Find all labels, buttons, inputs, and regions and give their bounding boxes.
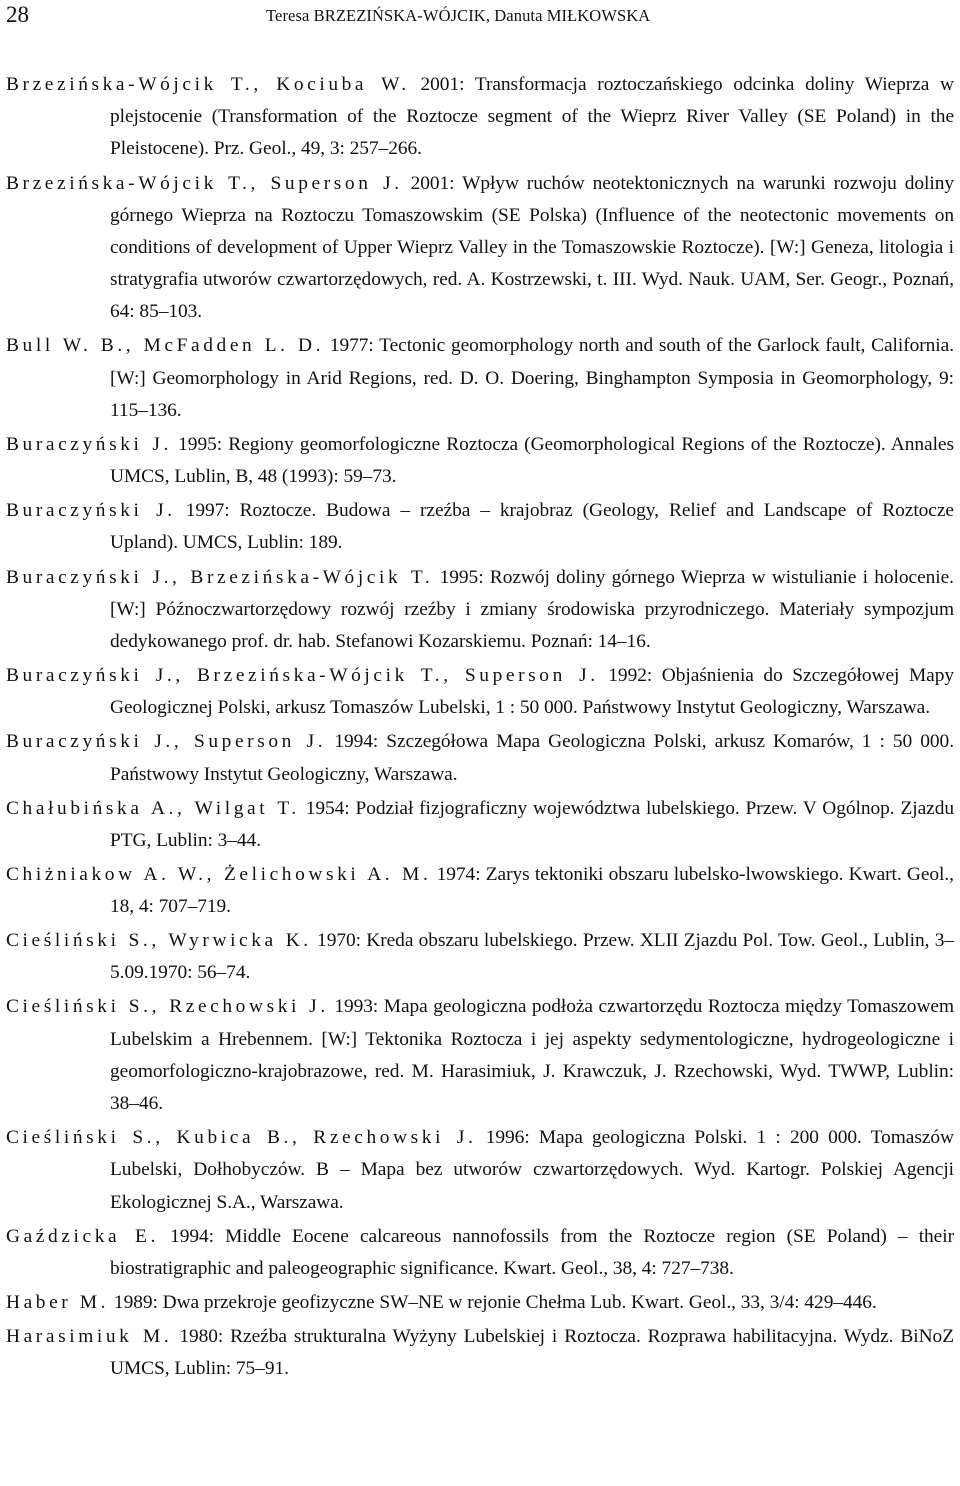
reference-text: 1993: Mapa geologiczna podłoża czwartorzędu Roztocza między Tomaszowem Lubelskim a Hrebennem. [W:] Tektonika Roztocza i jej aspekty sedymentologiczne, hydrogeologiczne i geomorfologiczno-krajobrazowe, red. M. Harasimiuk, J. Krawczuk, J. Rzechowski, Wyd. TWWP, Lublin: 38–46. xyxy=(110,996,954,1115)
reference-authors: Cieśliński S., Rzechowski J. xyxy=(6,996,329,1018)
reference-authors: Gaździcka E. xyxy=(6,1225,159,1247)
reference-entry xyxy=(6,168,954,329)
reference-entry xyxy=(6,330,954,427)
reference-authors: Harasimiuk M. xyxy=(6,1326,173,1348)
reference-list xyxy=(6,69,954,1387)
page-header xyxy=(6,0,956,40)
reference-authors: Cieśliński S., Kubica B., Rzechowski J. xyxy=(6,1127,477,1149)
reference-authors: Brzezińska-Wójcik T., Superson J. xyxy=(6,172,403,194)
reference-text: 1989: Dwa przekroje geofizyczne SW–NE w rejonie Chełma Lub. Kwart. Geol., 33, 3/4: 429–446. xyxy=(113,1291,877,1313)
reference-authors: Chiżniakow A. W., Żelichowski A. M. xyxy=(6,863,432,885)
reference-text: 2001: Transformacja roztoczańskiego odcinka doliny Wieprza w plejstocenie (Transformation of the Roztocze segment of the Wieprz River Valley (SE Poland) in the Pleistocene). Prz. Geol., 49, 3: 257–266. xyxy=(110,74,954,160)
reference-authors: Buraczyński J. xyxy=(6,433,172,455)
reference-text: 1995: Rozwój doliny górnego Wieprza w wistulianie i holocenie. [W:] Późnoczwartorzędowy rozwój rzeźby i zmiany środowiska przyrodniczego. Materiały sympozjum dedykowanego prof. dr. hab. Stefanowi Kozarskiemu. Poznań: 14–16. xyxy=(110,566,954,652)
reference-entry xyxy=(6,495,954,559)
reference-entry xyxy=(6,660,954,724)
reference-authors: Brzezińska-Wójcik T., Kociuba W. xyxy=(6,74,410,95)
reference-entry xyxy=(6,925,954,989)
reference-authors: Buraczyński J., Brzezińska-Wójcik T., Superson J. xyxy=(6,665,599,686)
reference-authors: Cieśliński S., Wyrwicka K. xyxy=(6,930,312,952)
reference-text: 2001: Wpływ ruchów neotektonicznych na warunki rozwoju doliny górnego Wieprza na Roztoczu Tomaszowskim (SE Polska) (Influence of the neotectonic movements on conditions of development of Upper Wieprz Valley in the Tomaszowskie Roztocze). [W:] Geneza, litologia i stratygrafia utworów czwartorzędowych, red. A. Kostrzewski, t. III. Wyd. Nauk. UAM, Ser. Geogr., Poznań, 64: 85–103. xyxy=(110,172,954,323)
reference-text: 1977: Tectonic geomorphology north and south of the Garlock fault, California. [W:] Geomorphology in Arid Regions, red. D. O. Doering, Binghampton Symposia in Geomorphology, 9: 115–136. xyxy=(110,335,954,421)
reference-entry xyxy=(6,991,954,1120)
reference-text: 1974: Zarys tektoniki obszaru lubelsko-lwowskiego. Kwart. Geol., 18, 4: 707–719. xyxy=(110,863,954,918)
reference-authors: Bull W. B., McFadden L. D. xyxy=(6,335,325,357)
reference-text: 1980: Rzeźba strukturalna Wyżyny Lubelskiej i Roztocza. Rozprawa habilitacyjna. Wydz. BiNoZ UMCS, Lublin: 75–91. xyxy=(110,1326,954,1380)
reference-authors: Buraczyński J. xyxy=(6,500,176,522)
reference-entry xyxy=(6,562,954,659)
reference-entry xyxy=(6,1287,954,1319)
reference-entry xyxy=(6,1321,954,1385)
reference-entry xyxy=(6,1221,954,1285)
reference-text: 1997: Roztocze. Budowa – rzeźba – krajobraz (Geology, Relief and Landscape of Roztocze Upland). UMCS, Lublin: 189. xyxy=(110,500,954,554)
reference-entry xyxy=(6,726,954,790)
reference-text: 1970: Kreda obszaru lubelskiego. Przew. XLII Zjazdu Pol. Tow. Geol., Lublin, 3–5.09.1970: 56–74. xyxy=(110,930,954,984)
reference-text: 1992: Objaśnienia do Szczegółowej Mapy Geologicznej Polski, arkusz Tomaszów Lubelski, 1 : 50 000. Państwowy Instytut Geologiczny, Warszawa. xyxy=(110,665,954,719)
running-head: Teresa BRZEZIŃSKA-WÓJCIK, Danuta MIŁKOWSKA xyxy=(266,6,651,25)
reference-text: 1995: Regiony geomorfologiczne Roztocza (Geomorphological Regions of the Roztocze). Annales UMCS, Lublin, B, 48 (1993): 59–73. xyxy=(110,433,954,488)
reference-authors: Chałubińska A., Wilgat T. xyxy=(6,797,300,819)
reference-entry xyxy=(6,1122,954,1219)
page-number: 28 xyxy=(6,2,29,27)
reference-text: 1996: Mapa geologiczna Polski. 1 : 200 000. Tomaszów Lubelski, Dołhobyczów. B – Mapa bez utworów czwartorzędowych. Wyd. Kartogr. Polskiej Agencji Ekologicznej S.A., Warszawa. xyxy=(110,1127,955,1213)
reference-authors: Haber M. xyxy=(6,1291,110,1313)
reference-entry xyxy=(6,69,954,166)
reference-entry xyxy=(6,859,954,923)
reference-text: 1954: Podział fizjograficzny województwa lubelskiego. Przew. V Ogólnop. Zjazdu PTG, Lublin: 3–44. xyxy=(110,797,954,851)
reference-text: 1994: Szczegółowa Mapa Geologiczna Polski, arkusz Komarów, 1 : 50 000. Państwowy Instytut Geologiczny, Warszawa. xyxy=(110,731,954,785)
reference-entry xyxy=(6,429,954,493)
reference-entry xyxy=(6,793,954,857)
reference-authors: Buraczyński J., Superson J. xyxy=(6,731,327,753)
reference-text: 1994: Middle Eocene calcareous nannofossils from the Roztocze region (SE Poland) – their biostratigraphic and paleogeographic significance. Kwart. Geol., 38, 4: 727–738. xyxy=(110,1225,954,1279)
reference-authors: Buraczyński J., Brzezińska-Wójcik T. xyxy=(6,566,434,588)
